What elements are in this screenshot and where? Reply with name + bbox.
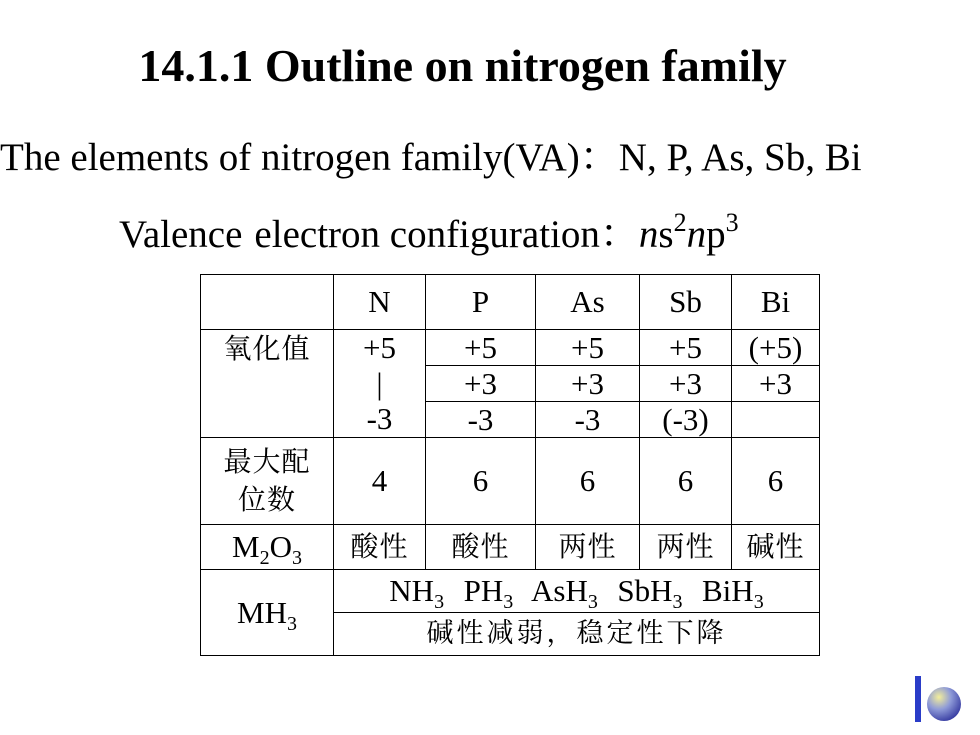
m2o3-cell: 酸性 bbox=[426, 525, 536, 570]
oxidation-cell: -3 bbox=[426, 402, 536, 438]
coordination-cell: 6 bbox=[536, 438, 640, 525]
logo-graphic bbox=[913, 676, 965, 722]
hydride-bih3: BiH$_3$ bbox=[702, 573, 764, 613]
config-p: p bbox=[706, 213, 726, 256]
coordination-label bbox=[201, 438, 334, 525]
header-bi: Bi bbox=[732, 275, 820, 330]
slide-title: 14.1.1 Outline on nitrogen family bbox=[138, 40, 787, 91]
oxidation-cell: +5 bbox=[640, 330, 732, 366]
mh3-row bbox=[201, 570, 820, 613]
oxidation-cell: | bbox=[334, 366, 426, 402]
valence-word: Valence bbox=[119, 213, 243, 256]
oxidation-cell: (+5) bbox=[732, 330, 820, 366]
m2o3-cell: 酸性 bbox=[334, 525, 426, 570]
config-sup1: 2 bbox=[673, 208, 687, 237]
oxidation-cell: (-3) bbox=[640, 402, 732, 438]
oxidation-row-1 bbox=[201, 330, 820, 366]
oxidation-cell: +3 bbox=[426, 366, 536, 402]
oxidation-cell: +5 bbox=[426, 330, 536, 366]
header-p: P bbox=[426, 275, 536, 330]
slide-logo bbox=[913, 676, 965, 722]
coordination-cell: 6 bbox=[426, 438, 536, 525]
oxidation-cell: +5 bbox=[536, 330, 640, 366]
coordination-cell: 4 bbox=[334, 438, 426, 525]
header-empty-cell bbox=[201, 275, 334, 330]
coordination-row bbox=[201, 438, 820, 525]
m2o3-cell: 两性 bbox=[640, 525, 732, 570]
header-as: As bbox=[536, 275, 640, 330]
oxidation-cell: +3 bbox=[732, 366, 820, 402]
config-s: s bbox=[658, 213, 674, 256]
header-row bbox=[201, 275, 820, 330]
hydride-ash3: AsH$_3$ bbox=[531, 573, 598, 613]
m2o3-cell: 碱性 bbox=[732, 525, 820, 570]
m2o3-cell: 两性 bbox=[536, 525, 640, 570]
coordination-label-line2: 位数 bbox=[237, 483, 296, 516]
mh3-label: $MH_3$ bbox=[201, 570, 334, 656]
hydride-sbh3: SbH$_3$ bbox=[617, 573, 683, 613]
valence-rest: electron configuration： bbox=[254, 213, 639, 256]
oxidation-label: 氧化值 bbox=[201, 330, 334, 438]
coordination-cell: 6 bbox=[640, 438, 732, 525]
m2o3-row bbox=[201, 525, 820, 570]
header-n: N bbox=[334, 275, 426, 330]
coordination-label-line1: 最大配 bbox=[223, 445, 311, 478]
oxidation-cell: -3 bbox=[536, 402, 640, 438]
config-sup2: 3 bbox=[725, 208, 739, 237]
trend-cell: 碱性减弱，稳定性下降 bbox=[334, 613, 820, 656]
hydride-ph3: $PH_3$ bbox=[463, 573, 514, 613]
oxidation-cell: -3 bbox=[334, 402, 426, 438]
valence-config-line bbox=[119, 208, 739, 258]
coordination-cell: 6 bbox=[732, 438, 820, 525]
config-n2: n bbox=[686, 213, 707, 256]
nitrogen-family-table bbox=[200, 274, 820, 656]
oxidation-cell bbox=[732, 402, 820, 438]
hydrides-cell bbox=[334, 570, 820, 613]
oxidation-cell: +3 bbox=[640, 366, 732, 402]
oxidation-cell: +3 bbox=[536, 366, 640, 402]
oxidation-cell: +5 bbox=[334, 330, 426, 366]
hydride-nh3: $NH_3$ bbox=[389, 573, 445, 613]
elements-line: The elements of nitrogen family(VA)：N, P, As, Sb, Bi bbox=[0, 136, 862, 179]
config-n1: n bbox=[638, 213, 659, 256]
header-sb: Sb bbox=[640, 275, 732, 330]
m2o3-label: $M_2O_3$ bbox=[201, 525, 334, 570]
